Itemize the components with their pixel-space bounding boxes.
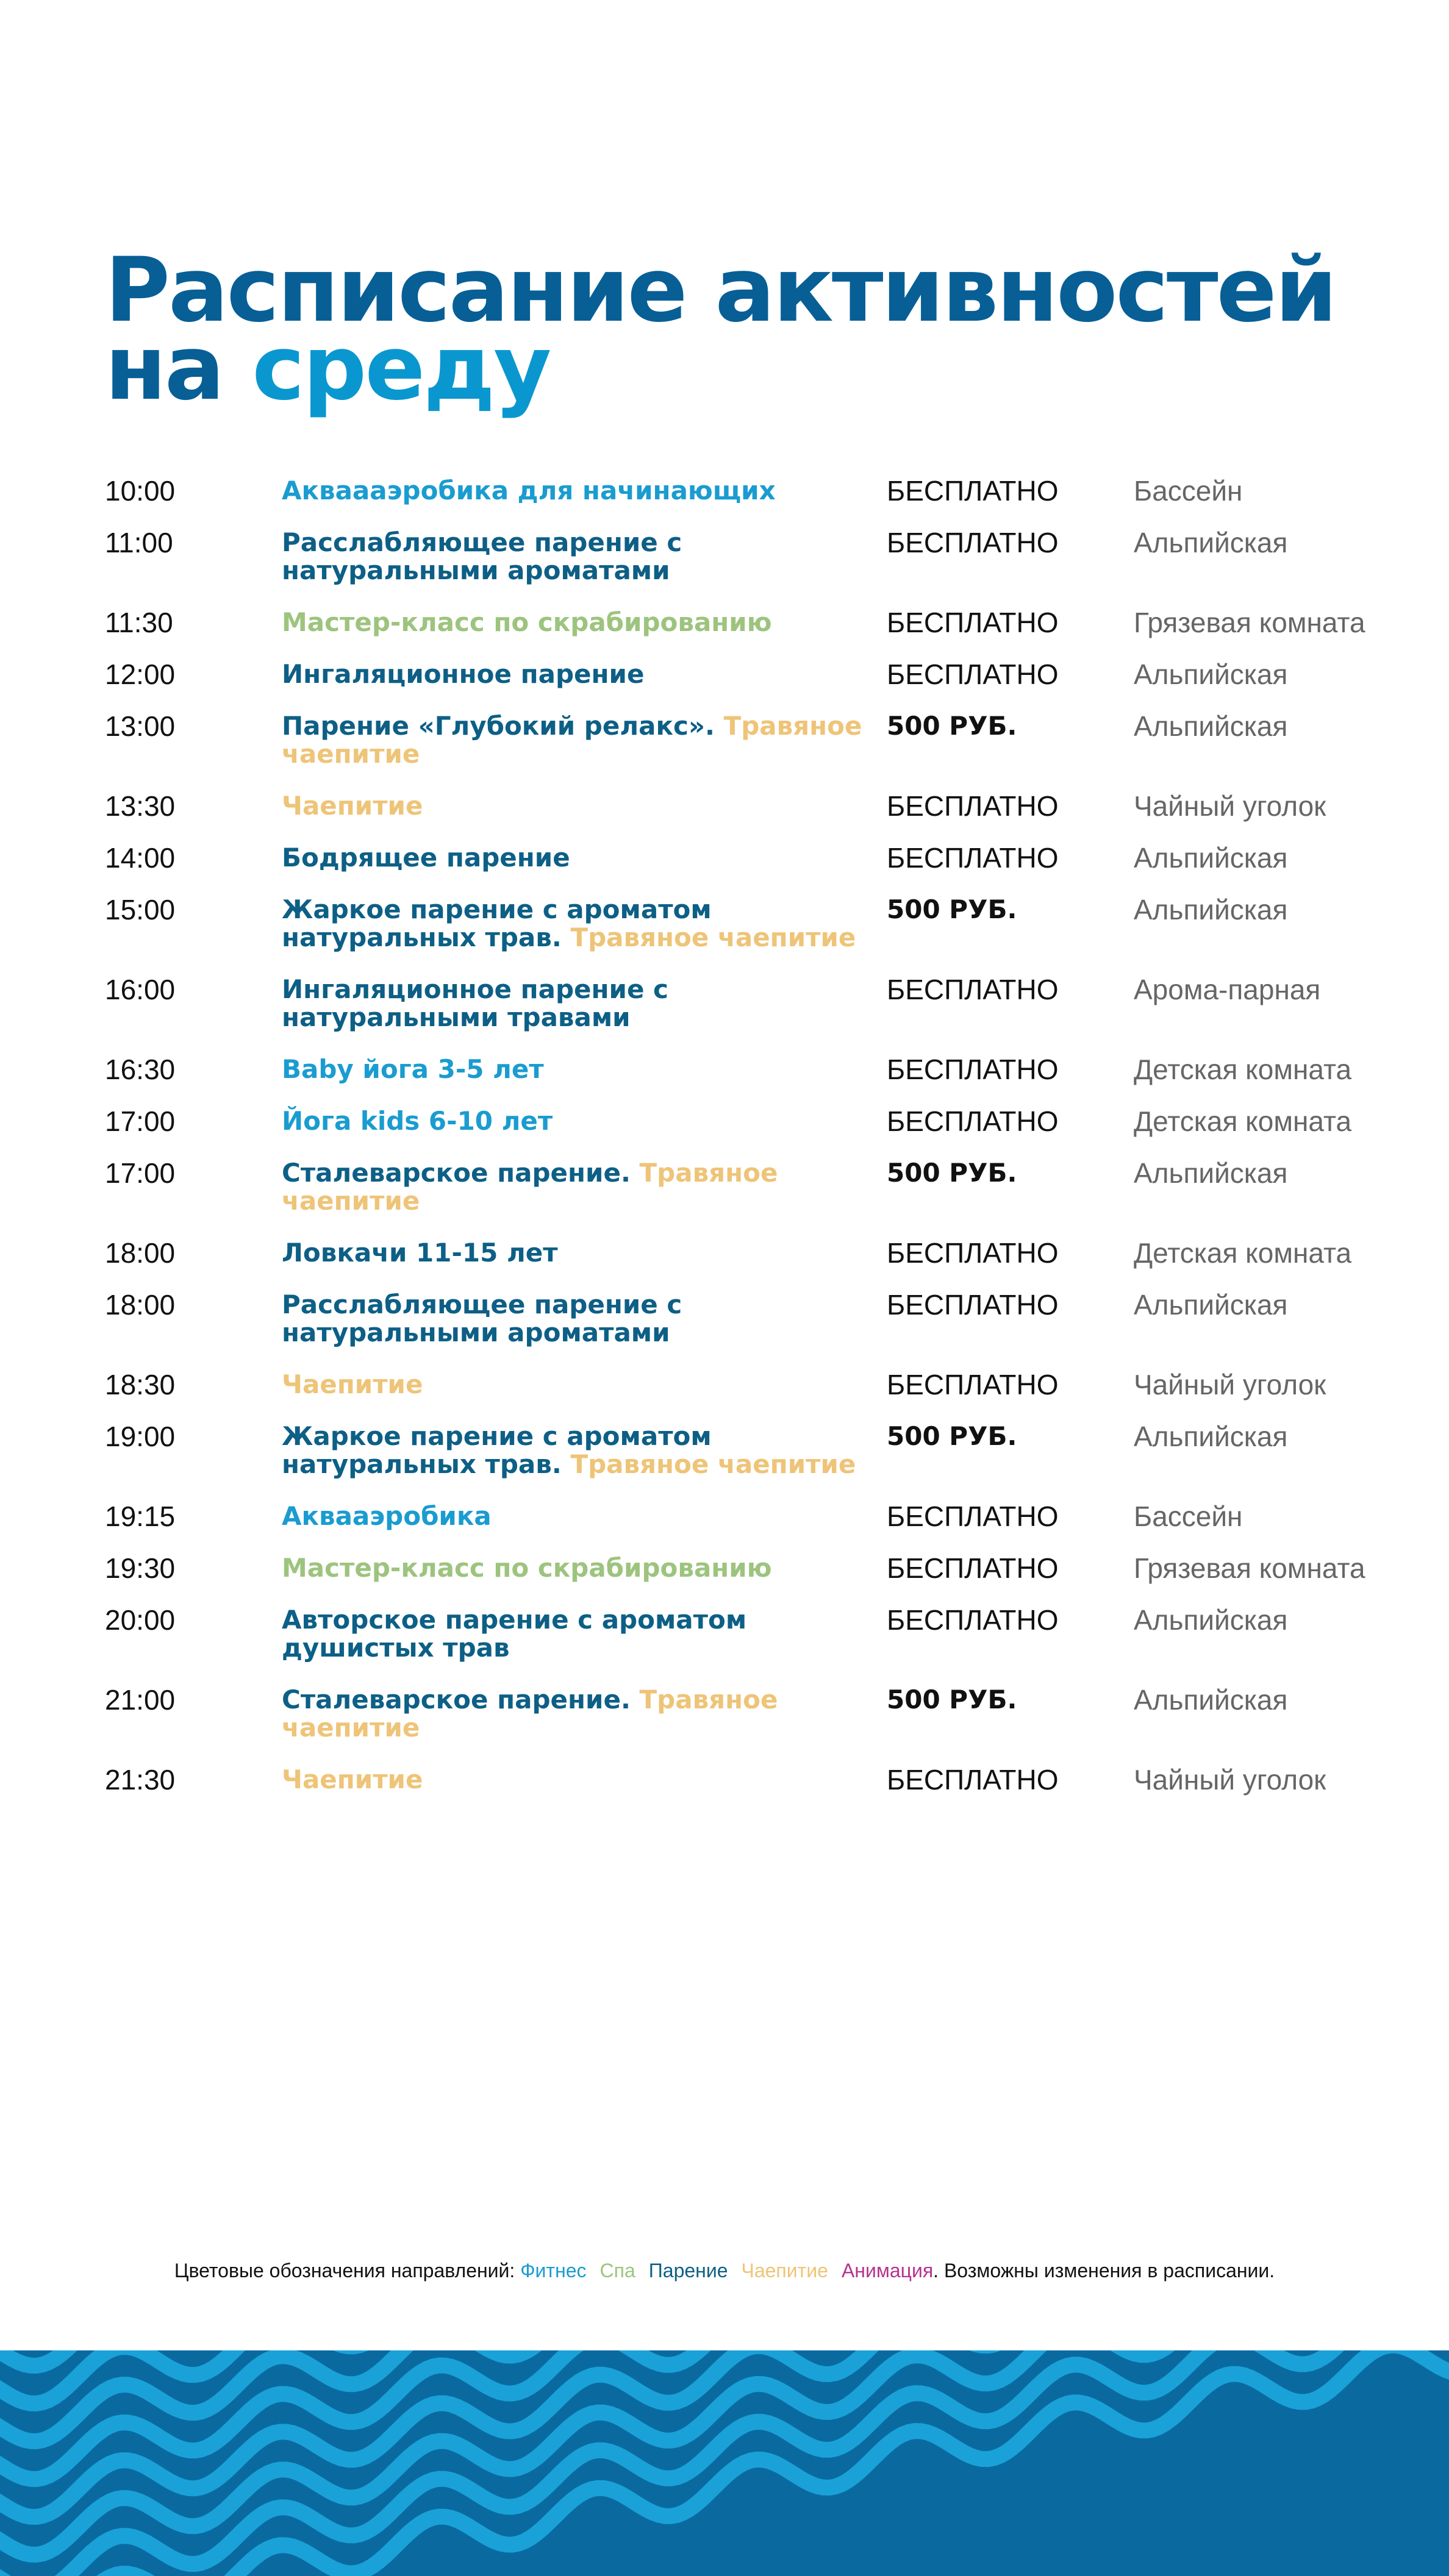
- schedule-place: Альпийская: [1134, 527, 1288, 558]
- schedule-activity: [282, 477, 892, 505]
- legend-suffix: . Возможны изменения в расписании.: [933, 2260, 1275, 2282]
- legend-item-steam: Парение: [648, 2260, 728, 2282]
- schedule-row: [105, 976, 1416, 1055]
- schedule-row: [105, 1239, 1416, 1291]
- legend-item-tea: Чаепитие: [741, 2260, 828, 2282]
- schedule-place: Чайный уголок: [1134, 1369, 1326, 1400]
- schedule-price: БЕСПЛАТНО: [887, 607, 1059, 638]
- schedule-price: БЕСПЛАТНО: [887, 1764, 1059, 1796]
- page-title: [105, 238, 1336, 420]
- schedule-time: 14:00: [105, 842, 176, 874]
- schedule-activity: [282, 844, 892, 872]
- activity-part-tea: Чаепитие: [282, 1369, 423, 1399]
- activity-part-steam: Авторское парение с ароматом душистых трав: [282, 1605, 747, 1663]
- schedule-row: [105, 712, 1416, 792]
- activity-part-spa: Мастер-класс по скрабированию: [282, 607, 772, 637]
- schedule-price: БЕСПЛАТНО: [887, 1237, 1059, 1269]
- schedule-time: 17:00: [105, 1157, 176, 1189]
- schedule-price: 500 РУБ.: [887, 1421, 1017, 1451]
- schedule-activity: [282, 608, 892, 637]
- schedule-activity: [282, 792, 892, 820]
- schedule-place: Чайный уголок: [1134, 1764, 1326, 1796]
- schedule-place: Арома-парная: [1134, 974, 1321, 1005]
- color-legend: [0, 2260, 1449, 2282]
- schedule-price: 500 РУБ.: [887, 1158, 1017, 1188]
- schedule-row: [105, 608, 1416, 660]
- title-line-2-prefix: на: [105, 316, 252, 420]
- schedule-place: Альпийская: [1134, 842, 1288, 874]
- schedule-activity: [282, 712, 892, 768]
- schedule-row: [105, 792, 1416, 844]
- schedule-place: Альпийская: [1134, 894, 1288, 926]
- schedule-row: [105, 1291, 1416, 1371]
- schedule-row: [105, 1686, 1416, 1766]
- activity-part-steam: Сталеварское парение.: [282, 1685, 640, 1714]
- schedule-time: 13:30: [105, 790, 176, 822]
- legend-items: [520, 2260, 933, 2282]
- schedule-table: [105, 477, 1416, 1818]
- legend-item-animation: Анимация: [841, 2260, 934, 2282]
- schedule-time: 10:00: [105, 475, 176, 507]
- schedule-price: БЕСПЛАТНО: [887, 842, 1059, 874]
- schedule-time: 16:30: [105, 1054, 176, 1085]
- schedule-time: 12:00: [105, 658, 176, 690]
- schedule-activity: [282, 1606, 892, 1662]
- schedule-row: [105, 1055, 1416, 1107]
- activity-part-tea: Чаепитие: [282, 791, 423, 821]
- schedule-row: [105, 1422, 1416, 1502]
- schedule-time: 18:00: [105, 1237, 176, 1269]
- schedule-time: 11:00: [105, 527, 173, 558]
- schedule-activity: [282, 1239, 892, 1267]
- schedule-price: БЕСПЛАТНО: [887, 1289, 1059, 1321]
- schedule-activity: [282, 1371, 892, 1399]
- schedule-row: [105, 844, 1416, 896]
- schedule-activity: [282, 1159, 892, 1215]
- schedule-price: БЕСПЛАТНО: [887, 1552, 1059, 1584]
- schedule-place: Детская комната: [1134, 1237, 1352, 1269]
- schedule-row: [105, 896, 1416, 976]
- schedule-price: БЕСПЛАТНО: [887, 1604, 1059, 1636]
- schedule-row: [105, 1606, 1416, 1686]
- activity-part-tea: Травяное чаепитие: [282, 1685, 778, 1743]
- schedule-place: Бассейн: [1134, 475, 1243, 507]
- schedule-place: Альпийская: [1134, 658, 1288, 690]
- schedule-place: Детская комната: [1134, 1105, 1352, 1137]
- activity-part-tea: Травяное чаепитие: [570, 1449, 856, 1479]
- schedule-price: БЕСПЛАТНО: [887, 1054, 1059, 1085]
- activity-part-steam: Ловкачи 11-15 лет: [282, 1238, 558, 1268]
- legend-prefix: Цветовые обозначения направлений:: [174, 2260, 521, 2282]
- schedule-time: 11:30: [105, 607, 173, 638]
- schedule-time: 15:00: [105, 894, 176, 926]
- title-line-2-accent: среду: [252, 316, 550, 420]
- schedule-activity: [282, 1766, 892, 1794]
- schedule-row: [105, 1502, 1416, 1554]
- schedule-price: БЕСПЛАТНО: [887, 527, 1059, 558]
- activity-part-tea: Травяное чаепитие: [282, 1158, 778, 1216]
- schedule-activity: [282, 896, 892, 952]
- activity-part-steam: Расслабляющее парение с натуральными ароматами: [282, 1290, 682, 1347]
- activity-part-fitness: Акваааэробика для начинающих: [282, 476, 776, 505]
- schedule-price: БЕСПЛАТНО: [887, 475, 1059, 507]
- schedule-activity: [282, 1422, 892, 1479]
- schedule-place: Альпийская: [1134, 1684, 1288, 1716]
- schedule-time: 17:00: [105, 1105, 176, 1137]
- activity-part-spa: Мастер-класс по скрабированию: [282, 1553, 772, 1583]
- schedule-place: Чайный уголок: [1134, 790, 1326, 822]
- schedule-time: 21:30: [105, 1764, 176, 1796]
- activity-part-fitness: Аквааэробика: [282, 1501, 492, 1531]
- schedule-time: 19:00: [105, 1421, 176, 1452]
- schedule-time: 19:15: [105, 1500, 176, 1532]
- schedule-activity: [282, 1502, 892, 1530]
- activity-part-steam: Ингаляционное парение с натуральными травами: [282, 974, 668, 1032]
- schedule-place: Альпийская: [1134, 710, 1288, 742]
- schedule-time: 18:00: [105, 1289, 176, 1321]
- schedule-row: [105, 660, 1416, 712]
- schedule-price: БЕСПЛАТНО: [887, 1105, 1059, 1137]
- schedule-place: Детская комната: [1134, 1054, 1352, 1085]
- legend-item-fitness: Фитнес: [520, 2260, 587, 2282]
- schedule-place: Альпийская: [1134, 1289, 1288, 1321]
- schedule-time: 20:00: [105, 1604, 176, 1636]
- schedule-row: [105, 1554, 1416, 1606]
- activity-part-steam: Жаркое парение с ароматом натуральных трав.: [282, 894, 712, 952]
- schedule-price: 500 РУБ.: [887, 1685, 1017, 1714]
- activity-part-fitness: Baby йога 3-5 лет: [282, 1054, 544, 1084]
- schedule-activity: [282, 1055, 892, 1083]
- schedule-row: [105, 529, 1416, 608]
- activity-part-steam: Сталеварское парение.: [282, 1158, 640, 1188]
- schedule-price: БЕСПЛАТНО: [887, 1369, 1059, 1400]
- activity-part-tea: Чаепитие: [282, 1764, 423, 1794]
- schedule-row: [105, 1766, 1416, 1818]
- schedule-price: 500 РУБ.: [887, 894, 1017, 924]
- schedule-time: 19:30: [105, 1552, 176, 1584]
- schedule-activity: [282, 1686, 892, 1742]
- schedule-place: Альпийская: [1134, 1157, 1288, 1189]
- schedule-place: Альпийская: [1134, 1421, 1288, 1452]
- schedule-activity: [282, 529, 892, 585]
- activity-part-steam: Ингаляционное парение: [282, 659, 645, 689]
- schedule-price: БЕСПЛАТНО: [887, 1500, 1059, 1532]
- schedule-place: Грязевая комната: [1134, 607, 1365, 638]
- legend-item-spa: Спа: [599, 2260, 635, 2282]
- activity-part-steam: Жаркое парение с ароматом натуральных трав.: [282, 1421, 712, 1479]
- schedule-price: БЕСПЛАТНО: [887, 974, 1059, 1005]
- activity-part-steam: Бодрящее парение: [282, 843, 570, 872]
- schedule-price: 500 РУБ.: [887, 711, 1017, 741]
- schedule-activity: [282, 1107, 892, 1135]
- title-line-1: Расписание активностей: [105, 238, 1336, 342]
- schedule-row: [105, 477, 1416, 529]
- wave-pattern-decoration: [0, 2350, 1449, 2576]
- schedule-price: БЕСПЛАТНО: [887, 658, 1059, 690]
- schedule-row: [105, 1107, 1416, 1159]
- activity-part-steam: Парение «Глубокий релакс».: [282, 711, 724, 741]
- schedule-row: [105, 1371, 1416, 1422]
- activity-part-fitness: Йога kids 6-10 лет: [282, 1106, 553, 1136]
- activity-part-tea: Травяное чаепитие: [282, 711, 862, 769]
- schedule-place: Грязевая комната: [1134, 1552, 1365, 1584]
- schedule-time: 13:00: [105, 710, 176, 742]
- activity-part-steam: Расслабляющее парение с натуральными ароматами: [282, 527, 682, 585]
- schedule-activity: [282, 1291, 892, 1347]
- schedule-time: 21:00: [105, 1684, 176, 1716]
- schedule-activity: [282, 660, 892, 688]
- schedule-time: 16:00: [105, 974, 176, 1005]
- activity-part-tea: Травяное чаепитие: [570, 922, 856, 952]
- schedule-activity: [282, 976, 892, 1032]
- schedule-time: 18:30: [105, 1369, 176, 1400]
- schedule-price: БЕСПЛАТНО: [887, 790, 1059, 822]
- schedule-row: [105, 1159, 1416, 1239]
- schedule-place: Альпийская: [1134, 1604, 1288, 1636]
- schedule-activity: [282, 1554, 892, 1582]
- schedule-place: Бассейн: [1134, 1500, 1243, 1532]
